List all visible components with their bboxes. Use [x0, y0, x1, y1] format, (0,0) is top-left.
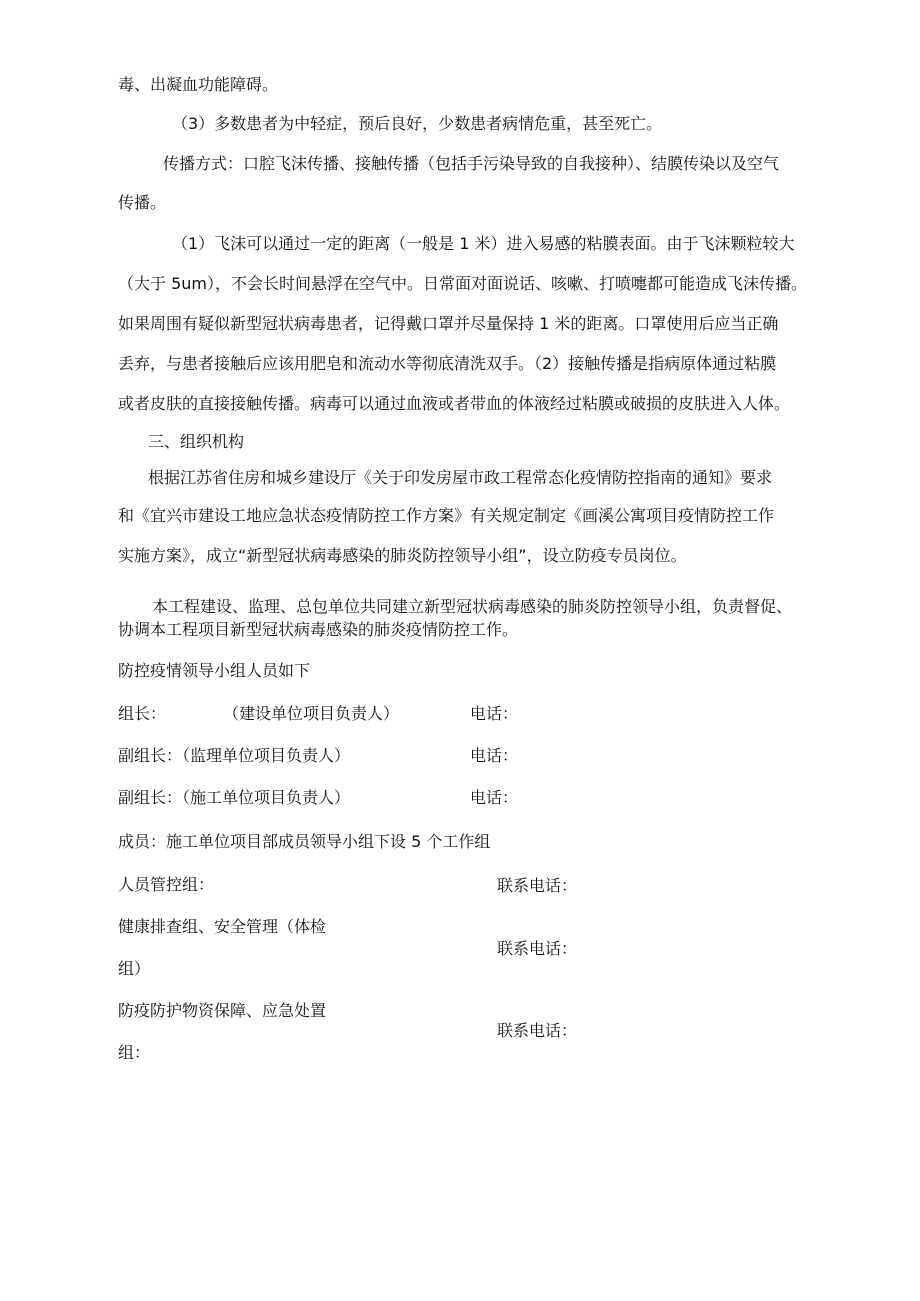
roster-role: 副组长：（监理单位项目负责人）	[118, 746, 351, 765]
group-name: 健康排查组、安全管理（体检	[118, 917, 327, 936]
basis-text-line: 和《宜兴市建设工地应急状态疫情防控工作方案》有关规定制定《画溪公寓项目疫情防控工作	[118, 506, 775, 525]
roster-role: 组长：	[118, 704, 167, 723]
body-text-line: 或者皮肤的直接接触传播。病毒可以通过血液或者带血的体液经过粘膜或破损的皮肤进入人体。	[118, 394, 791, 413]
roster-phone-label: 电话：	[470, 746, 519, 765]
group-name: 人员管控组：	[118, 875, 215, 894]
roster-phone-label: 电话：	[470, 704, 519, 723]
org-text-line: 本工程建设、监理、总包单位共同建立新型冠状病毒感染的肺炎防控领导小组，负责督促、	[152, 597, 793, 616]
roster-phone-label: 电话：	[470, 788, 519, 807]
body-text-line: （3）多数患者为中轻症，预后良好，少数患者病情危重，甚至死亡。	[172, 114, 663, 133]
body-text-line: 如果周围有疑似新型冠状病毒患者，记得戴口罩并尽量保持 1 米的距离。口罩使用后应当正确	[118, 314, 779, 333]
basis-text-line: 实施方案》，成立“新型冠状病毒感染的肺炎防控领导小组”，设立防疫专员岗位。	[118, 546, 687, 565]
roster-intro: 防控疫情领导小组人员如下	[118, 661, 311, 680]
section-heading: 三、组织机构	[148, 432, 245, 451]
roster-desc: （建设单位项目负责人）	[223, 704, 400, 723]
body-text-line: 丢弃，与患者接触后应该用肥皂和流动水等彻底清洗双手。（2）接触传播是指病原体通过粘膜	[118, 354, 777, 373]
org-text-line: 协调本工程项目新型冠状病毒感染的肺炎疫情防控工作。	[118, 620, 519, 639]
basis-text-line: 根据江苏省住房和城乡建设厅《关于印发房屋市政工程常态化疫情防控指南的通知》要求	[148, 468, 773, 487]
group-name: 防疫防护物资保障、应急处置	[118, 1001, 327, 1020]
members-line: 成员：施工单位项目部成员领导小组下设 5 个工作组	[118, 832, 491, 851]
group-phone-label: 联系电话：	[497, 939, 578, 958]
transmission-heading-line: 传播方式：口腔飞沫传播、接触传播（包括手污染导致的自我接种）、结膜传染以及空气	[163, 154, 780, 173]
roster-role: 副组长：（施工单位项目负责人）	[118, 788, 351, 807]
group-phone-label: 联系电话：	[497, 876, 578, 895]
group-name-continued: 组）	[118, 959, 151, 978]
body-text-line: 毒、出凝血功能障碍。	[118, 75, 279, 94]
body-text-line: （1）飞沫可以通过一定的距离（一般是 1 米）进入易感的粘膜表面。由于飞沫颗粒较大	[172, 234, 795, 253]
group-phone-label: 联系电话：	[497, 1021, 578, 1040]
body-text-line: 传播。	[118, 193, 167, 212]
body-text-line: （大于 5um），不会长时间悬浮在空气中。日常面对面说话、咳嗽、打喷嚏都可能造成飞沫传播。	[118, 274, 807, 293]
group-name-continued: 组：	[118, 1043, 151, 1062]
